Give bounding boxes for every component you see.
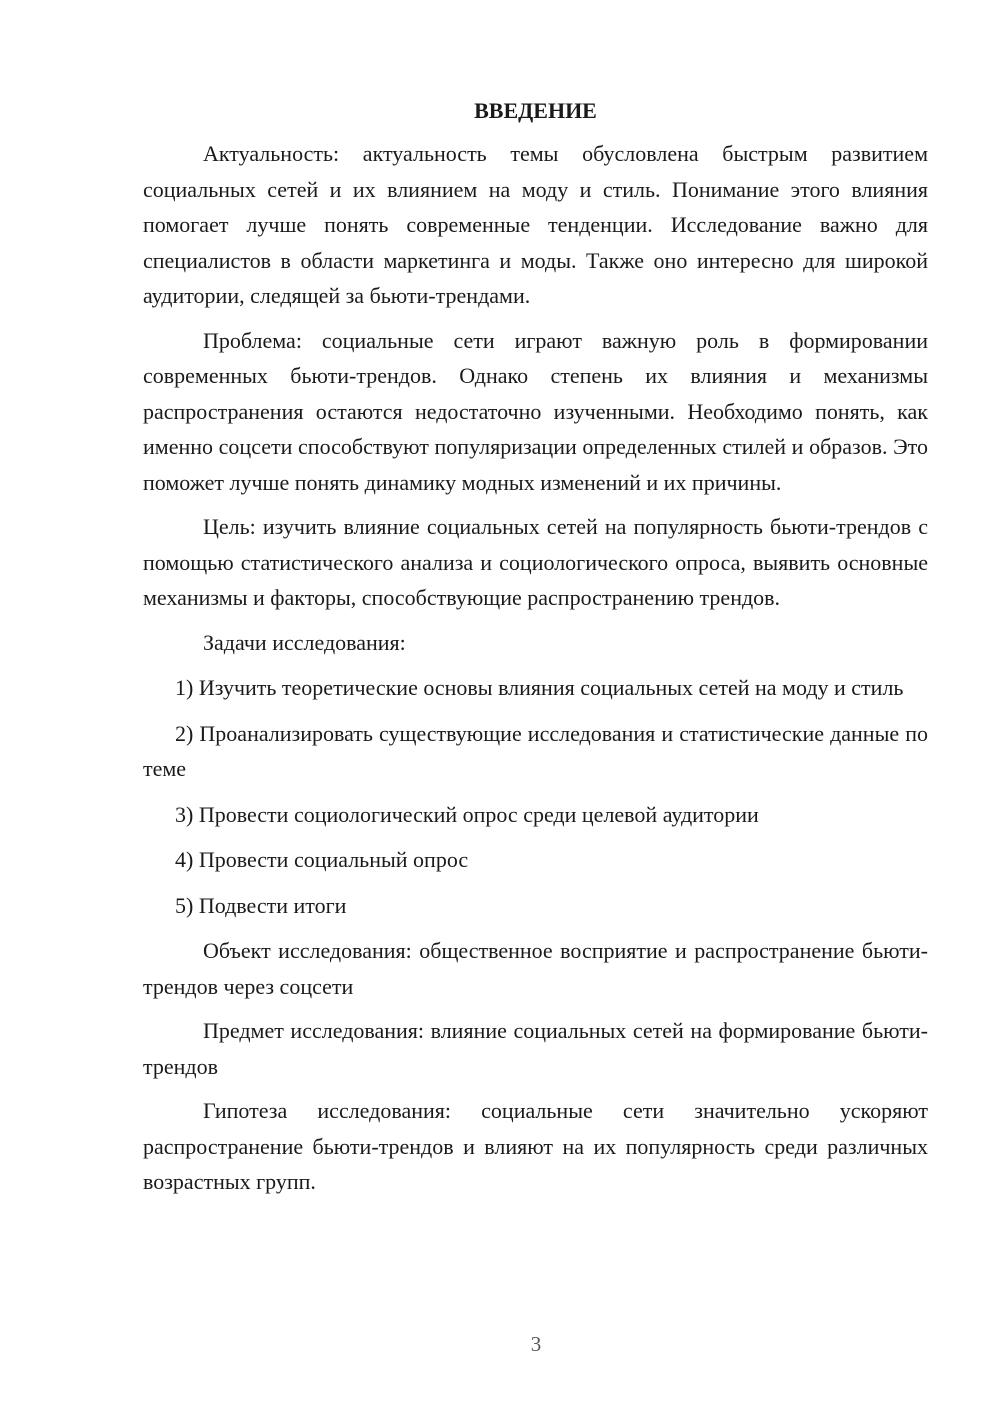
tasks-title: Задачи исследования:	[203, 629, 406, 655]
subject-paragraph: Предмет исследования: влияние социальных сетей на формирование бьюти-трендов	[143, 1018, 928, 1079]
task-item: 2) Проанализировать существующие исследования и статистические данные по теме	[143, 720, 928, 781]
task-item: 5) Подвести итоги	[175, 892, 347, 918]
task-item: 4) Провести социальный опрос	[175, 847, 469, 872]
goal-paragraph: Цель: изучить влияние социальных сетей на популярность бьюти-трендов с помощью статистического анализа и социологического опроса, выявить основные механизмы и факторы, способствующие распространению трендов.	[143, 514, 928, 610]
section-heading: ВВЕДЕНИЕ	[474, 98, 597, 123]
task-item: 3) Провести социологический опрос среди целевой аудитории	[175, 801, 759, 827]
page-number: 3	[530, 1332, 542, 1356]
hypothesis-paragraph: Гипотеза исследования: социальные сети значительно ускоряют распространение бьюти-трендов и влияют на их популярность среди различных возрастных групп.	[143, 1098, 928, 1194]
object-paragraph: Объект исследования: общественное восприятие и распространение бьюти-трендов через соцсети	[143, 938, 928, 999]
task-item: 1) Изучить теоретические основы влияния социальных сетей на моду и стиль	[175, 675, 904, 700]
problem-paragraph: Проблема: социальные сети играют важную роль в формировании современных бьюти-трендов. Однако степень их влияния и механизмы распространения остаются недостаточно изученными. Необходимо понять, как именно соцсети способствуют популяризации определенных стилей и образов. Это поможет лучше понять динамику модных изменений и их причины.	[143, 327, 928, 495]
relevance-paragraph: Актуальность: актуальность темы обусловлена быстрым развитием социальных сетей и их влиянием на моду и стиль. Понимание этого влияния помогает лучше понять современные тенденции. Исследование важно для специалистов в области маркетинга и моды. Также оно интересно для широкой аудитории, следящей за бьюти-трендами.	[143, 141, 928, 308]
page-content	[143, 96, 928, 1200]
